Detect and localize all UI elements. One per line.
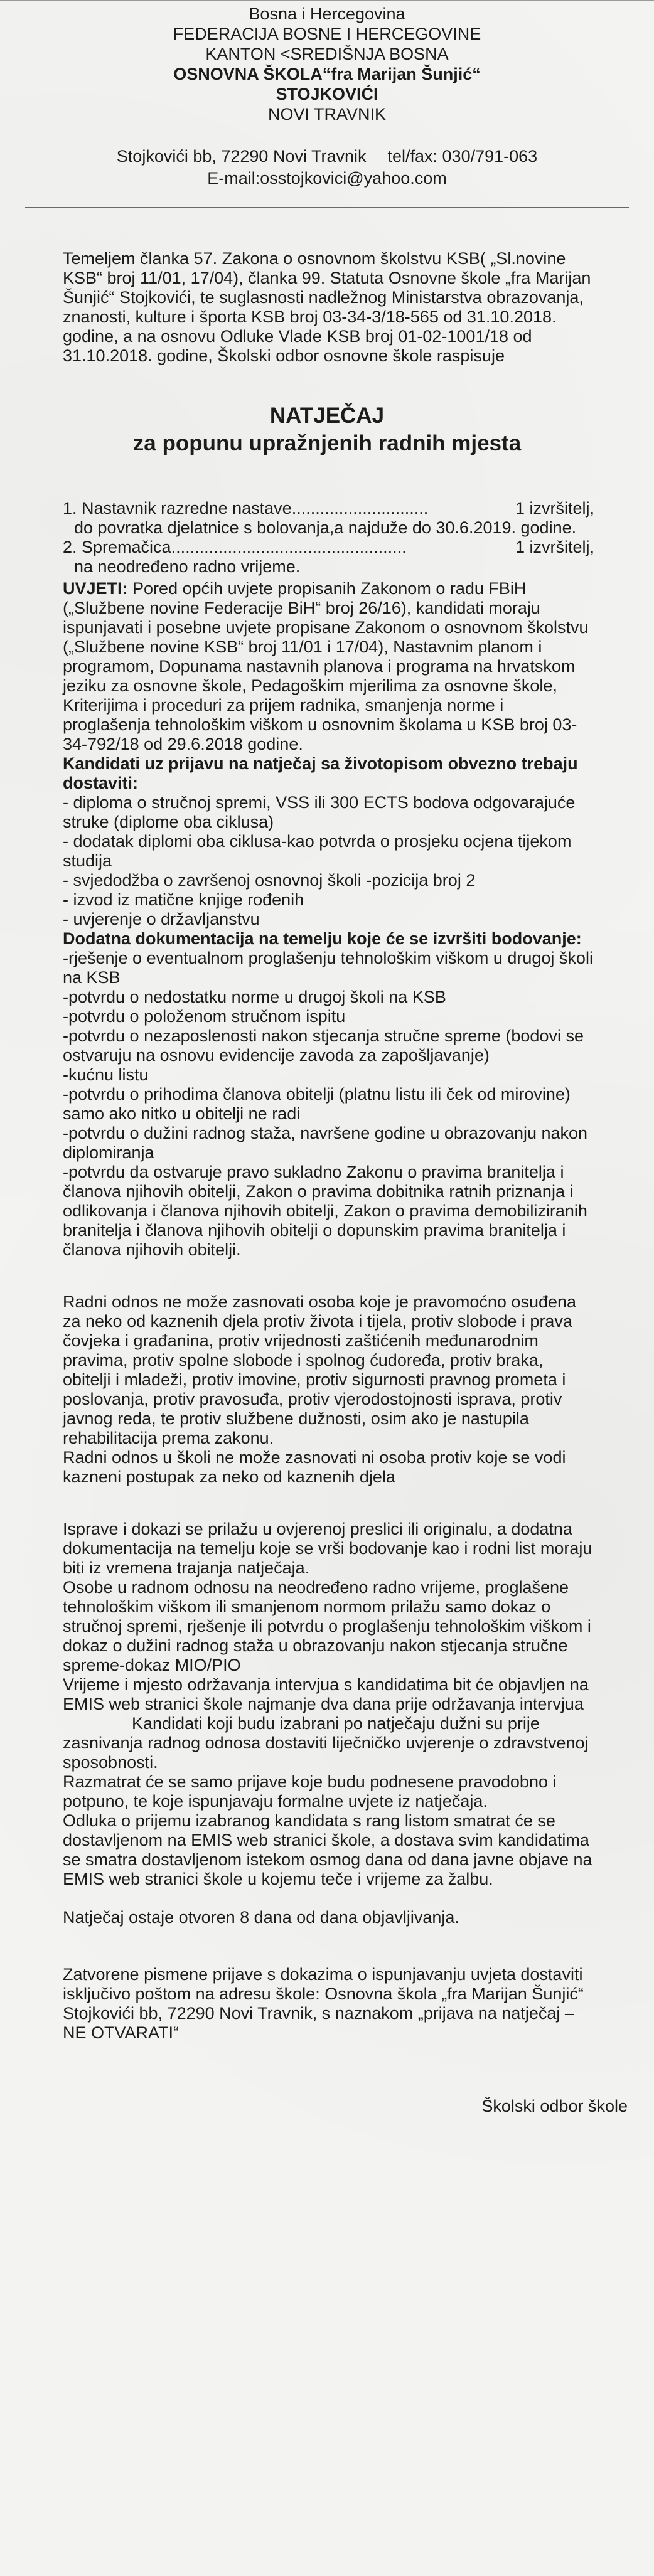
required-documents (25, 754, 629, 929)
position-detail: do povratka djelatnice s bolovanja,a najduže do 30.6.2019. godine. (74, 518, 577, 537)
position-item (63, 538, 594, 577)
originals-paragraph: Isprave i dokazi se prilažu u ovjerenoj preslici ili originalu, a dodatna dokumentacija na temelju koje se vrši bodovanje kao i rodni list moraju biti iz vremena trajanja natječaja. (63, 1520, 592, 1577)
scoring-heading: Dodatna dokumentacija na temelju koje će se izvršiti bodovanje: (63, 929, 582, 948)
list-item: - svjedodžba o završenoj osnovnoj školi -pozicija broj 2 (63, 871, 476, 890)
list-item: - diploma o stručnoj spremi, VSS ili 300 ECTS bodova odgovarajuće struke (diplome oba ciklusa) (63, 793, 576, 831)
consider-paragraph: Razmatrat će se samo prijave koje budu podnesene pravodobno i potpuno, te koje ispunjavaju formalne uvjete iz natječaja. (63, 1772, 557, 1811)
notice-title (25, 402, 629, 457)
divider (25, 207, 629, 208)
contact-block (25, 146, 629, 189)
school-name: OSNOVNA ŠKOLA“fra Marijan Šunjić“ (173, 65, 481, 83)
school-town: NOVI TRAVNIK (267, 105, 387, 124)
top-border (0, 0, 654, 1)
address: Stojkovići bb, 72290 Novi Travnik (116, 147, 367, 166)
restriction-paragraph: Radni odnos ne može zasnovati osoba koje je pravomoćno osuđena za neko od kaznenih djela protiv života i tijela, protiv slobode i prava čovjeka i građanina, protiv vrijednosti zaštićenih međunarodnim pravima, protiv spolne slobode i spolnog ćudoređa, protiv braka, obitelji i mladeži, protiv imovine, protiv sigurnosti pravnog prometa i poslovanja, protiv pravosuđa, protiv vjerodostojnosti isprava, protiv javnog reda, te protiv službene dužnosti, osim ako je nastupila rehabilitacija prema zakonu. (63, 1292, 577, 1447)
scoring-documents (25, 929, 629, 1260)
position-label: 2. Spremačica.................................................. (63, 538, 407, 556)
list-item: -potvrdu o dužini radnog staža, navršene godine u obrazovanju nakon diplomiranja (63, 1124, 588, 1162)
documents-heading: Kandidati uz prijavu na natječaj sa životopisom obvezno trebaju dostaviti: (63, 754, 578, 792)
list-item: -potvrdu da ostvaruje pravo sukladno Zakonu o pravima branitelja i članova njihovih obitelji, Zakon o pravima dobitnika ratnih priznanja i odlikovanja i članova njihovih obitelji, Zakon o pravima demobiliziranih branitelja i članova njihovih obitelji o dopunskim pravima branitelja i članova njihovih obitelji. (63, 1163, 587, 1259)
list-item: -potvrdu o nedostatku norme u drugoj školi na KSB (63, 987, 446, 1006)
email: E-mail:osstojkovici@yahoo.com (207, 169, 447, 188)
list-item: - dodatak diplomi oba ciklusa-kao potvrda o prosjeku ocjena tijekom studija (63, 832, 572, 870)
conditions-text: Pored općih uvjete propisanih Zakonom o radu FBiH („Službene novine Federacije BiH“ broj 26/16), kandidati moraju ispunjavati i posebne uvjete propisane Zakonom o osnovnom školstvu („Službene novine KSB“ broj 11/01 i 17/04), Nastavnim planom i programom, Dopunama nastavnih planova i programa na hrvatskom jeziku za osnovne škole, Pedagoškim mjerilima za osnovne škole, Kriterijima i proceduri za prijem radnika, smanjenja norme i proglašenja tehnološkim viškom u osnovnim školama u KSB broj 03-34-792/18 od 29.6.2018 godine. (63, 579, 589, 753)
list-item: -potvrdu o nezaposlenosti nakon stjecanja stručne spreme (bodovi se ostvaruju na osnovu evidencije zavoda za zapošljavanje) (63, 1026, 584, 1065)
signature: Školski odbor škole (481, 2097, 628, 2116)
letterhead (25, 0, 629, 124)
school-place: STOJKOVIĆI (276, 85, 378, 104)
submission-paragraph: Zatvorene pismene prijave s dokazima o ispunjavanju uvjeta dostaviti isključivo poštom na adresu škole: Osnovna škola „fra Marijan Šunjić“ Stojkovići bb, 72290 Novi Travnik, s naznakom „prijava na natječaj – NE OTVARATI“ (63, 1965, 584, 2042)
employed-paragraph: Osobe u radnom odnosu na neodređeno radno vrijeme, proglašene tehnološkim viškom ili smanjenom normom prilažu samo dokaz o stručnoj spremi, rješenje ili potvrdu o proglašenju tehnološkim viškom i dokaz o dužini radnog staža u obrazovanju nakon stjecanja stručne spreme-dokaz MIO/PIO (63, 1578, 591, 1674)
position-count: 1 izvršitelj, (515, 538, 594, 556)
list-item: -potvrdu o položenom stručnom ispitu (63, 1007, 346, 1026)
decision-paragraph: Odluka o prijemu izabranog kandidata s rang listom smatrat će se dostavljenom na EMIS web stranici škole, a dostava svim kandidatima se smatra dostavljenom istekom osmog dana od dana javne objave na EMIS web stranici škole u kojemu teče i vrijeme za žalbu. (63, 1811, 592, 1888)
list-item: - izvod iz matične knjige rođenih (63, 890, 304, 909)
position-item (63, 499, 594, 538)
conditions-label: UVJETI: (63, 579, 128, 598)
list-item: - uvjerenje o državljanstvu (63, 910, 260, 929)
title-line-2: za popunu upražnjenih radnih mjesta (132, 431, 522, 455)
title-line-1: NATJEČAJ (269, 403, 385, 428)
list-item: -kućnu listu (63, 1065, 149, 1084)
interview-paragraph: Vrijeme i mjesto održavanja intervjua s kandidatima bit će objavljen na EMIS web stranici škole najmanje dva dana prije održavanja intervjua (63, 1675, 589, 1713)
country-line: Bosna i Hercegovina (249, 4, 405, 23)
position-label: 1. Nastavnik razredne nastave............................. (63, 499, 429, 518)
conditions-paragraph (25, 579, 629, 754)
positions-list (25, 499, 629, 577)
list-item: -rješenje o eventualnom proglašenju tehnološkim viškom u drugoj školi na KSB (63, 949, 593, 987)
canton-line: KANTON <SREDIŠNJA BOSNA (205, 45, 449, 63)
restriction-paragraph-2: Radni odnos u školi ne može zasnovati ni osoba protiv koje se vodi kazneni postupak za neko od kaznenih djela (63, 1448, 566, 1486)
position-count: 1 izvršitelj, (515, 499, 594, 518)
phone: tel/fax: 030/791-063 (387, 147, 538, 166)
federation-line: FEDERACIJA BOSNE I HERCEGOVINE (173, 24, 481, 43)
list-item: -potvrdu o prihodima članova obitelji (platnu listu ili ček od mirovine) samo ako nitko u obitelji ne radi (63, 1085, 571, 1123)
intro-paragraph: Temeljem članka 57. Zakona o osnovnom školstvu KSB( „Sl.novine KSB“ broj 11/01, 17/04), članka 99. Statuta Osnovne škole „fra Marijan Šunjić“ Stojkovići, te suglasnosti nadležnog Ministarstva obrazovanja, znanosti, kulture i športa KSB broj 03-34-3/18-565 od 31.10.2018. godine, a na osnovu Odluke Vlade KSB broj 01-02-1001/18 od 31.10.2018. godine, Školski odbor osnovne škole raspisuje (63, 249, 591, 365)
open-period-paragraph: Natječaj ostaje otvoren 8 dana od dana objavljivanja. (63, 1908, 459, 1927)
position-detail: na neodređeno radno vrijeme. (74, 557, 301, 576)
medical-paragraph: Kandidati koji budu izabrani po natječaju dužni su prije zasnivanja radnog odnosa dostaviti liječničko uvjerenje o zdravstvenoj sposobnosti. (63, 1714, 589, 1772)
